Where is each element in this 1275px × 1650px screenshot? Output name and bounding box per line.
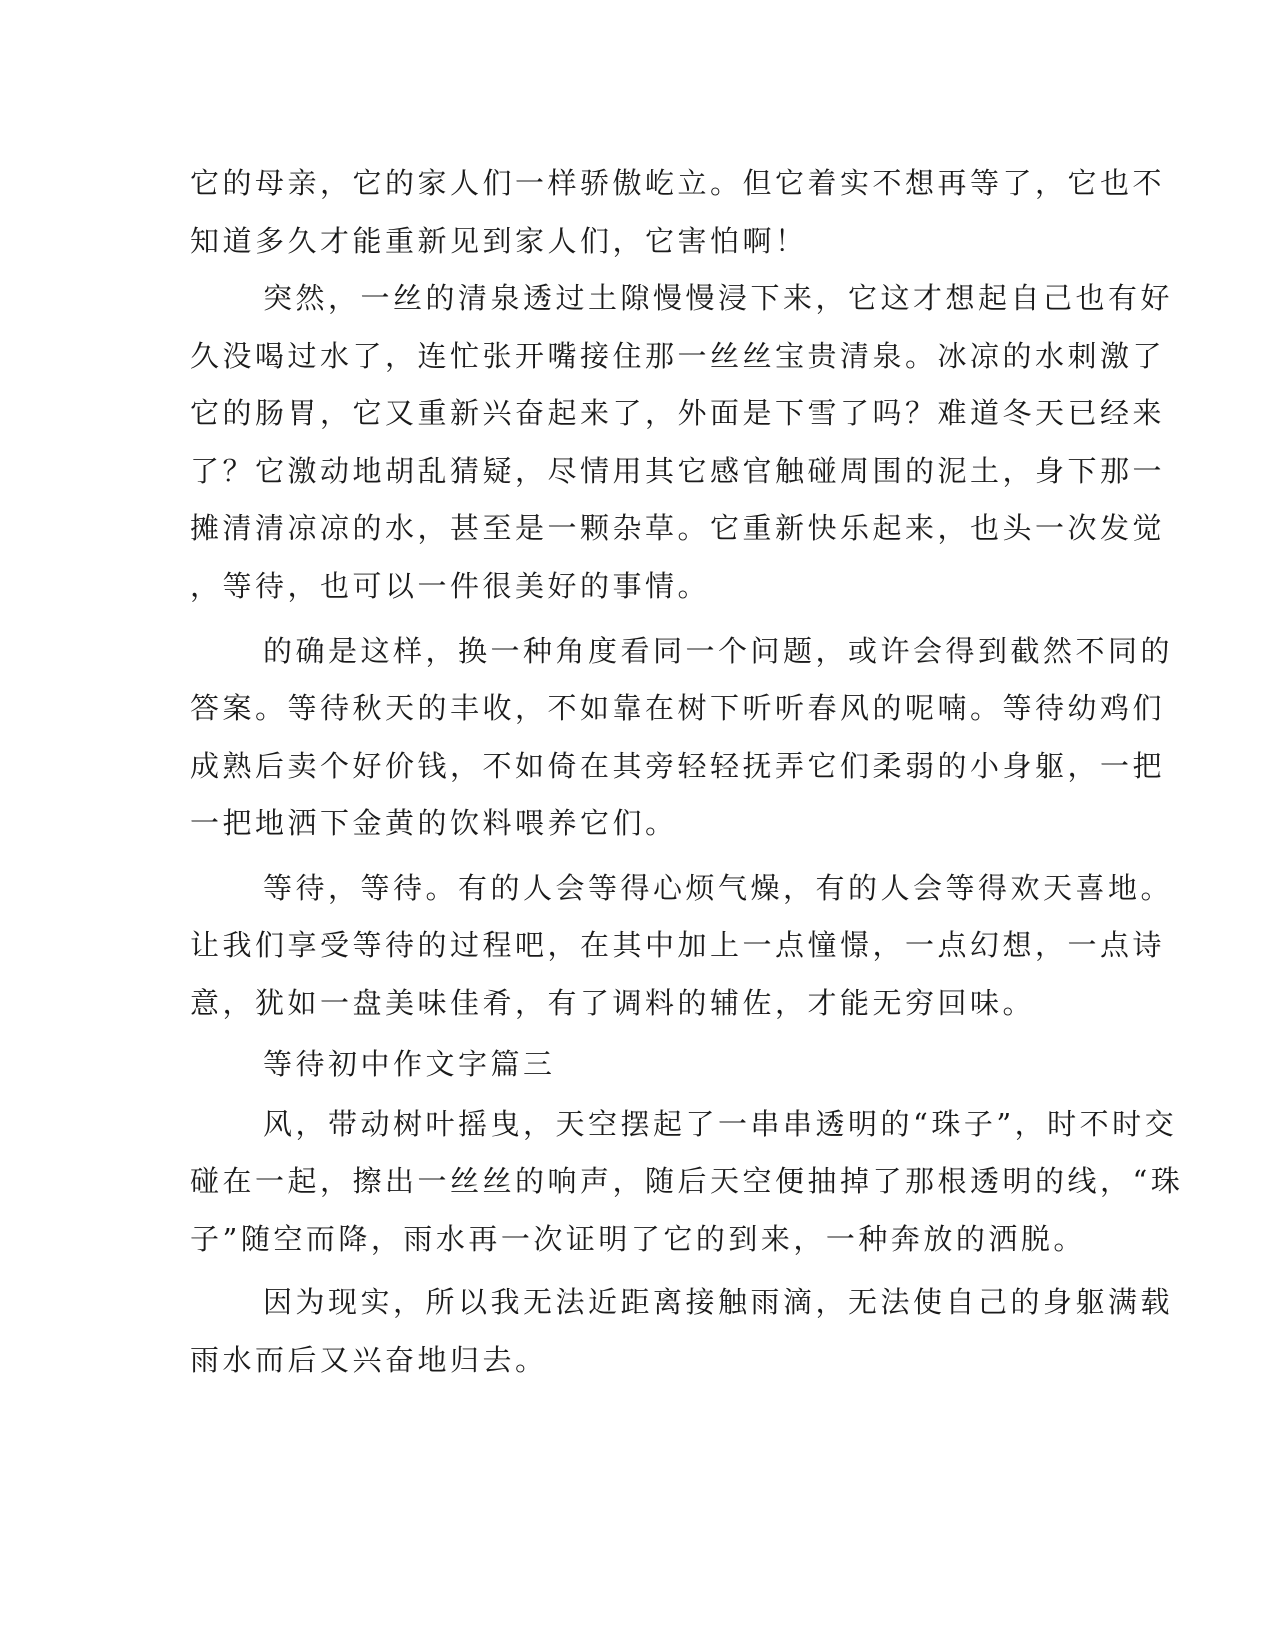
text-line: 碰在一起，擦出一丝丝的响声，随后天空便抽掉了那根透明的线，“珠	[190, 1164, 1184, 1198]
text-line: 的确是这样，换一种角度看同一个问题，或许会得到截然不同的	[263, 634, 1174, 668]
text-line: 摊清清凉凉的水，甚至是一颗杂草。它重新快乐起来，也头一次发觉	[190, 511, 1166, 545]
text-line: 让我们享受等待的过程吧，在其中加上一点憧憬，一点幻想，一点诗	[190, 928, 1166, 962]
text-line: 意，犹如一盘美味佳肴，有了调料的辅佐，才能无穷回味。	[190, 986, 1036, 1020]
text-line: 答案。等待秋天的丰收，不如靠在树下听听春风的呢喃。等待幼鸡们	[190, 691, 1166, 725]
text-line: 因为现实，所以我无法近距离接触雨滴，无法使自己的身躯满载	[263, 1285, 1174, 1319]
text-line: 知道多久才能重新见到家人们，它害怕啊！	[190, 224, 808, 258]
text-line: 突然，一丝的清泉透过土隙慢慢浸下来，它这才想起自己也有好	[263, 281, 1174, 315]
text-line: ，等待，也可以一件很美好的事情。	[190, 569, 711, 603]
text-line: 等待，等待。有的人会等得心烦气燥，有的人会等得欢天喜地。	[263, 871, 1174, 905]
text-line: 它的肠胃，它又重新兴奋起来了，外面是下雪了吗？难道冬天已经来	[190, 396, 1166, 430]
text-line: 了？它激动地胡乱猜疑，尽情用其它感官触碰周围的泥土，身下那一	[190, 454, 1166, 488]
text-line: 风，带动树叶摇曳，天空摆起了一串串透明的“珠子”，时不时交	[263, 1107, 1178, 1141]
text-line: 久没喝过水了，连忙张开嘴接住那一丝丝宝贵清泉。冰凉的水刺激了	[190, 339, 1166, 373]
text-line: 子”随空而降，雨水再一次证明了它的到来，一种奔放的洒脱。	[190, 1222, 1086, 1256]
text-line: 雨水而后又兴奋地归去。	[190, 1343, 548, 1377]
text-line: 成熟后卖个好价钱，不如倚在其旁轻轻抚弄它们柔弱的小身躯，一把	[190, 749, 1166, 783]
text-line: 一把地洒下金黄的饮料喂养它们。	[190, 806, 678, 840]
text-line: 它的母亲，它的家人们一样骄傲屹立。但它着实不想再等了，它也不	[190, 166, 1166, 200]
section-heading: 等待初中作文字篇三	[263, 1047, 556, 1081]
